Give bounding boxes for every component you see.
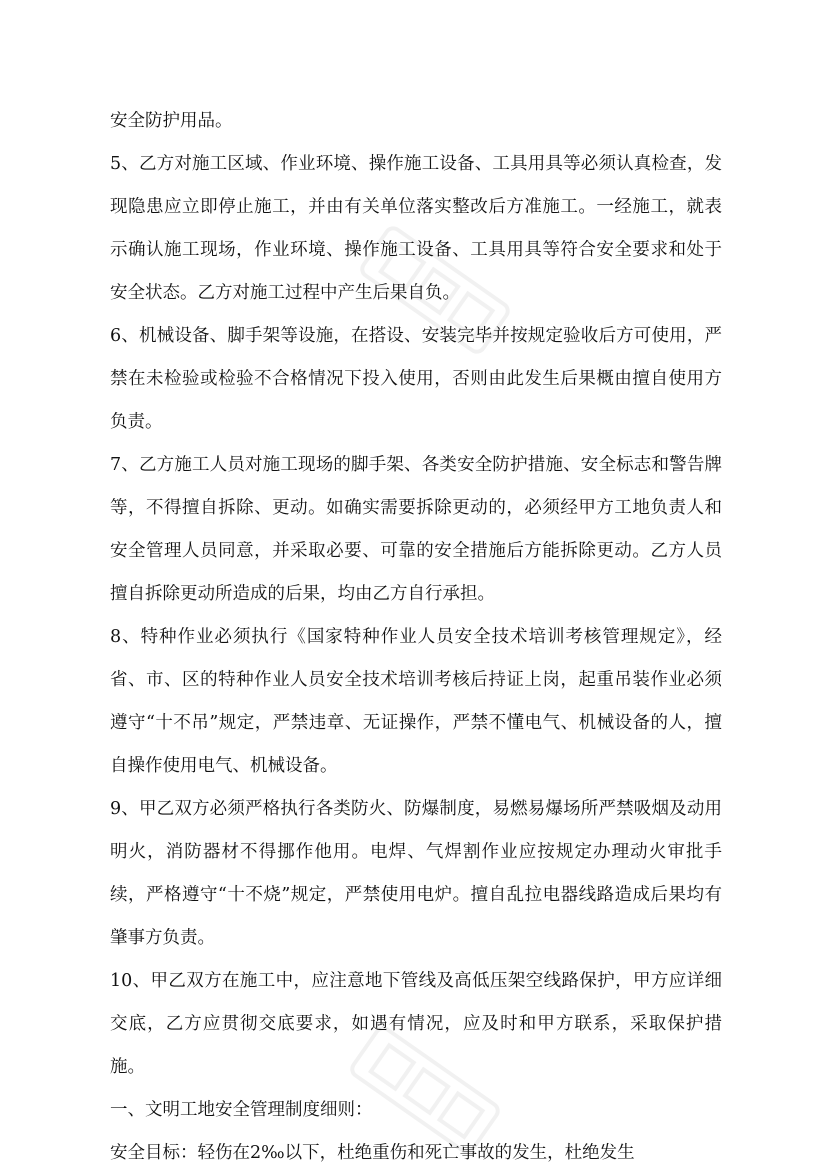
- paragraph-continuation: 安全防护用品。: [110, 111, 233, 131]
- paragraph-item-5: 5、乙方对施工区域、作业环境、操作施工设备、工具用具等必须认真检查，发现隐患应立即停止施工，并由有关单位落实整改后方准施工。一经施工，就表示确认施工现场，作业环境、操作施工设备、工具用具等符合安全要求和处于安全状态。乙方对施工过程中产生后果自负。: [110, 154, 722, 303]
- document-body: [110, 100, 722, 1175]
- paragraph-item-7: 7、乙方施工人员对施工现场的脚手架、各类安全防护措施、安全标志和警告牌等，不得擅自拆除、更动。如确实需要拆除更动的，必须经甲方工地负责人和安全管理人员同意，并采取必要、可靠的安全措施后方能拆除更动。乙方人员擅自拆除更动所造成的后果，均由乙方自行承担。: [110, 455, 722, 604]
- paragraph-item-9: 9、甲乙双方必须严格执行各类防火、防爆制度，易燃易爆场所严禁吸烟及动用明火，消防器材不得挪作他用。电焊、气焊割作业应按规定办理动火审批手续，严格遵守“十不烧”规定，严禁使用电炉。擅自乱拉电器线路造成后果均有肇事方负责。: [110, 799, 722, 948]
- paragraph-item-8: 8、特种作业必须执行《国家特种作业人员安全技术培训考核管理规定》，经省、市、区的特种作业人员安全技术培训考核后持证上岗，起重吊装作业必须遵守“十不吊”规定，严禁违章、无证操作，严禁不懂电气、机械设备的人，擅自操作使用电气、机械设备。: [110, 627, 722, 776]
- paragraph-item-6: 6、机械设备、脚手架等设施，在搭设、安装完毕并按规定验收后方可使用，严禁在未检验或检验不合格情况下投入使用，否则由此发生后果概由擅自使用方负责。: [110, 326, 722, 432]
- paragraph-item-10: 10、甲乙双方在施工中，应注意地下管线及高低压架空线路保护，甲方应详细交底，乙方应贯彻交底要求，如遇有情况，应及时和甲方联系，采取保护措施。: [110, 971, 722, 1077]
- safety-target-paragraph: 安全目标：轻伤在2‰以下，杜绝重伤和死亡事故的发生，杜绝发生: [110, 1143, 635, 1163]
- section-heading: 一、文明工地安全管理制度细则：: [110, 1100, 373, 1120]
